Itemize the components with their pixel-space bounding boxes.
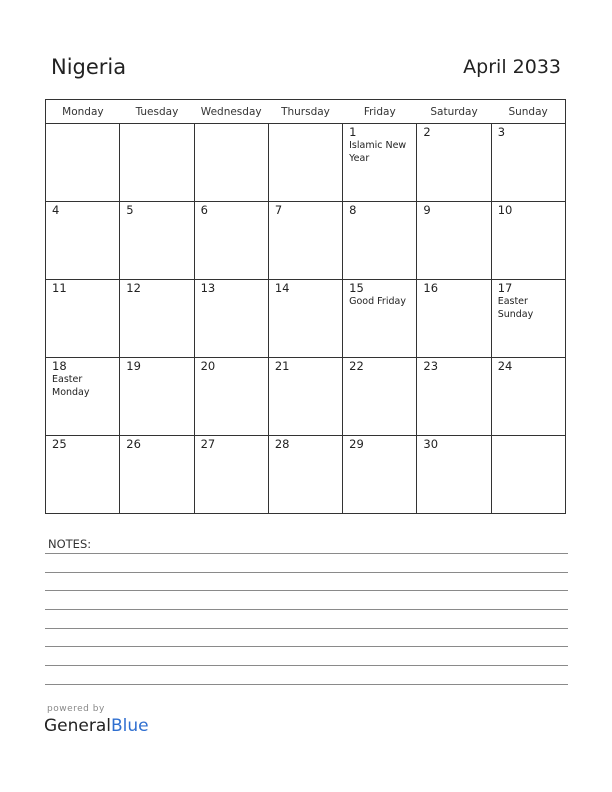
day-number: 18 bbox=[52, 359, 67, 373]
country-title: Nigeria bbox=[51, 55, 127, 79]
day-cell bbox=[343, 358, 417, 436]
week-row bbox=[46, 202, 566, 280]
weekday-wednesday: Wednesday bbox=[194, 100, 268, 124]
day-number: 23 bbox=[423, 359, 439, 373]
weekday-thursday: Thursday bbox=[268, 100, 342, 124]
day-cell bbox=[417, 358, 491, 436]
day-cell bbox=[268, 124, 342, 202]
day-number: 27 bbox=[200, 437, 216, 451]
weekday-tuesday: Tuesday bbox=[120, 100, 194, 124]
brand-name-part1: General bbox=[44, 716, 111, 736]
powered-by-text: powered by bbox=[47, 704, 105, 714]
day-number: 17 bbox=[497, 281, 513, 295]
day-number: 30 bbox=[423, 437, 439, 451]
day-cell bbox=[120, 280, 194, 358]
day-number: 2 bbox=[423, 125, 431, 139]
day-number: 21 bbox=[274, 359, 290, 373]
day-cell bbox=[491, 358, 565, 436]
day-cell bbox=[120, 436, 194, 514]
day-number: 29 bbox=[349, 437, 364, 451]
holiday-label: Islamic New Year bbox=[349, 140, 407, 164]
week-row bbox=[46, 436, 566, 514]
weekday-friday: Friday bbox=[343, 100, 417, 124]
brand-name-part2: Blue bbox=[111, 716, 149, 736]
day-cell bbox=[194, 280, 268, 358]
day-cell bbox=[417, 280, 491, 358]
week-row bbox=[46, 358, 566, 436]
day-number: 19 bbox=[126, 359, 141, 373]
day-cell bbox=[194, 124, 268, 202]
day-number: 24 bbox=[497, 359, 513, 373]
weekday-monday: Monday bbox=[46, 100, 120, 124]
note-line bbox=[45, 628, 568, 629]
day-cell bbox=[343, 436, 417, 514]
day-cell bbox=[120, 202, 194, 280]
day-cell bbox=[491, 280, 565, 358]
day-number: 22 bbox=[349, 359, 364, 373]
day-number: 26 bbox=[126, 437, 141, 451]
day-number: 10 bbox=[497, 203, 513, 217]
day-cell bbox=[46, 436, 120, 514]
day-number: 20 bbox=[200, 359, 216, 373]
day-number: 16 bbox=[423, 281, 439, 295]
day-number: 9 bbox=[423, 203, 431, 217]
note-line bbox=[45, 665, 568, 666]
calendar-body bbox=[46, 124, 566, 514]
day-cell bbox=[343, 202, 417, 280]
holiday-label: Easter Monday bbox=[52, 374, 90, 398]
day-cell bbox=[46, 124, 120, 202]
week-row bbox=[46, 280, 566, 358]
day-cell bbox=[417, 202, 491, 280]
day-cell bbox=[268, 202, 342, 280]
weekday-header-row bbox=[46, 100, 566, 124]
day-number: 12 bbox=[126, 281, 141, 295]
note-line bbox=[45, 609, 568, 610]
day-number: 25 bbox=[52, 437, 67, 451]
day-cell bbox=[120, 124, 194, 202]
day-cell bbox=[343, 280, 417, 358]
day-cell bbox=[194, 436, 268, 514]
weekday-saturday: Saturday bbox=[417, 100, 491, 124]
notes-label: NOTES: bbox=[48, 537, 92, 551]
day-cell bbox=[343, 124, 417, 202]
note-line bbox=[45, 646, 568, 647]
note-line bbox=[45, 572, 568, 573]
day-cell bbox=[491, 436, 565, 514]
weekday-sunday: Sunday bbox=[491, 100, 565, 124]
day-cell bbox=[46, 202, 120, 280]
day-cell bbox=[491, 202, 565, 280]
day-number: 6 bbox=[200, 203, 208, 217]
day-number: 8 bbox=[349, 203, 357, 217]
day-cell bbox=[46, 280, 120, 358]
note-line bbox=[45, 684, 568, 685]
day-cell bbox=[194, 202, 268, 280]
day-cell bbox=[491, 124, 565, 202]
day-cell bbox=[120, 358, 194, 436]
month-year-title: April 2033 bbox=[463, 56, 561, 78]
day-number: 15 bbox=[349, 281, 364, 295]
day-cell bbox=[46, 358, 120, 436]
day-cell bbox=[417, 124, 491, 202]
brand-logo bbox=[44, 716, 149, 736]
day-number: 11 bbox=[52, 281, 67, 295]
note-line bbox=[45, 553, 568, 554]
day-cell bbox=[268, 280, 342, 358]
day-number: 13 bbox=[200, 281, 216, 295]
day-number: 28 bbox=[274, 437, 290, 451]
week-row bbox=[46, 124, 566, 202]
day-number: 5 bbox=[126, 203, 134, 217]
day-cell bbox=[417, 436, 491, 514]
holiday-label: Easter Sunday bbox=[497, 296, 534, 320]
day-number: 14 bbox=[274, 281, 290, 295]
day-cell bbox=[194, 358, 268, 436]
day-number: 1 bbox=[349, 125, 357, 139]
day-cell bbox=[268, 436, 342, 514]
day-number: 3 bbox=[497, 125, 506, 139]
note-line bbox=[45, 590, 568, 591]
holiday-label: Good Friday bbox=[349, 296, 406, 307]
day-cell bbox=[268, 358, 342, 436]
day-number: 7 bbox=[274, 203, 283, 217]
day-number: 4 bbox=[52, 203, 60, 217]
calendar-grid bbox=[45, 99, 566, 514]
